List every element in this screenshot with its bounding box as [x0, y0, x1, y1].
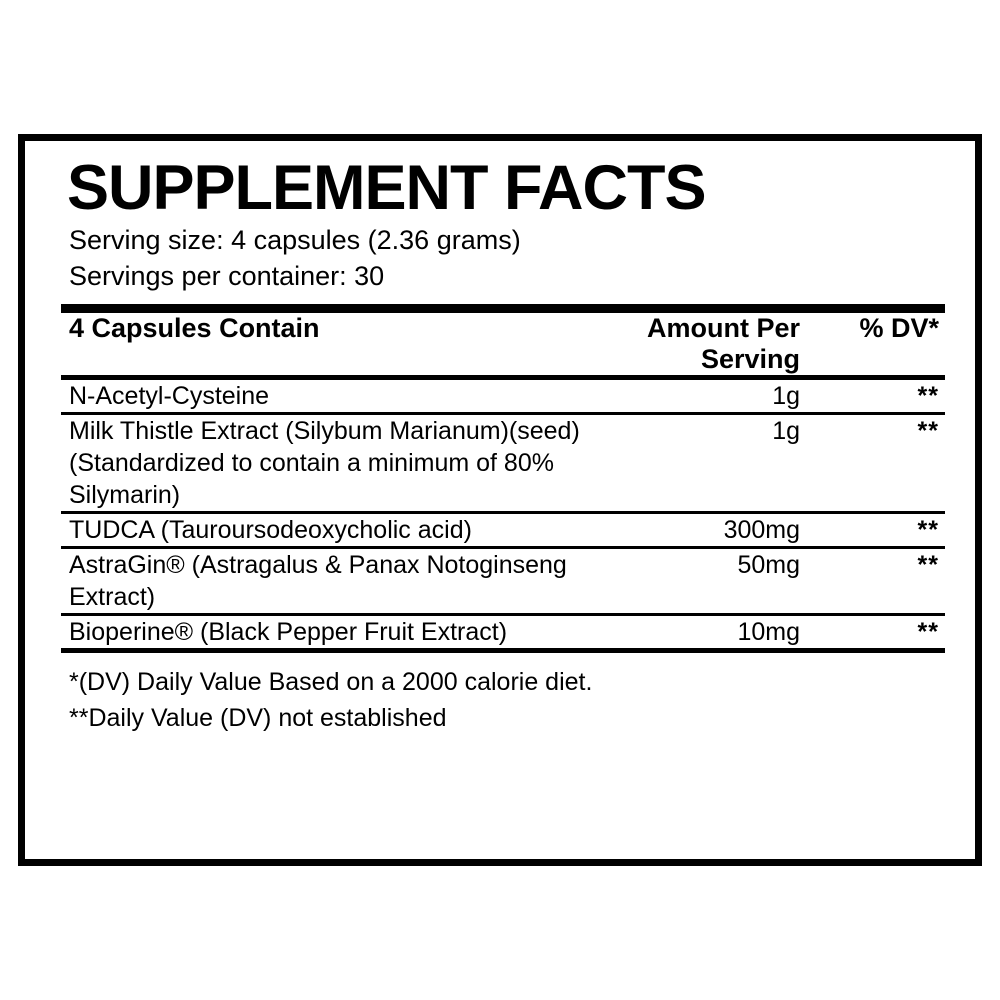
ingredient-amount: 10mg — [737, 618, 801, 647]
ingredient-name: TUDCA (Tauroursodeoxycholic acid) — [69, 516, 472, 545]
ingredient-dv: ** — [917, 417, 939, 446]
ingredient-name: N-Acetyl-Cysteine — [69, 382, 270, 411]
ingredient-dv: ** — [917, 551, 939, 580]
nutrition-table — [61, 313, 945, 648]
column-header-dv: % DV* — [859, 313, 939, 344]
divider-bottom — [61, 648, 945, 653]
footnote-dv-not-established: **Daily Value (DV) not established — [69, 703, 447, 732]
table-row — [61, 514, 945, 546]
page-title: SUPPLEMENT FACTS — [67, 153, 706, 223]
table-row — [61, 616, 945, 648]
divider-top — [61, 304, 945, 313]
ingredient-amount: 300mg — [723, 516, 801, 545]
table-row — [61, 549, 945, 613]
footnote-dv-basis: *(DV) Daily Value Based on a 2000 calorie diet. — [69, 668, 593, 697]
table-header-row — [61, 313, 945, 375]
ingredient-amount: 1g — [772, 382, 801, 411]
ingredient-amount: 1g — [772, 417, 801, 446]
ingredient-note: (Standardized to contain a minimum of 80% Silymarin) — [69, 449, 554, 510]
ingredient-name: Milk Thistle Extract (Silybum Marianum)(seed) — [69, 417, 580, 446]
ingredient-name: Bioperine® (Black Pepper Fruit Extract) — [69, 618, 508, 647]
table-row — [61, 415, 945, 511]
table-row — [61, 380, 945, 412]
ingredient-dv: ** — [917, 382, 939, 411]
ingredient-dv: ** — [917, 516, 939, 545]
ingredient-dv: ** — [917, 618, 939, 647]
supplement-facts-panel — [18, 134, 982, 866]
ingredient-amount: 50mg — [737, 551, 801, 580]
ingredient-name: AstraGin® (Astragalus & Panax Notoginseng Extract) — [69, 551, 567, 612]
ingredient-name-cell — [61, 415, 596, 511]
column-header-amount: Amount Per Serving — [647, 313, 801, 375]
column-header-name: 4 Capsules Contain — [69, 313, 320, 344]
serving-size-text: Serving size: 4 capsules (2.36 grams) — [69, 225, 521, 256]
supplement-facts-content — [61, 155, 945, 736]
servings-per-container-text: Servings per container: 30 — [69, 260, 385, 291]
footnotes — [69, 665, 945, 736]
